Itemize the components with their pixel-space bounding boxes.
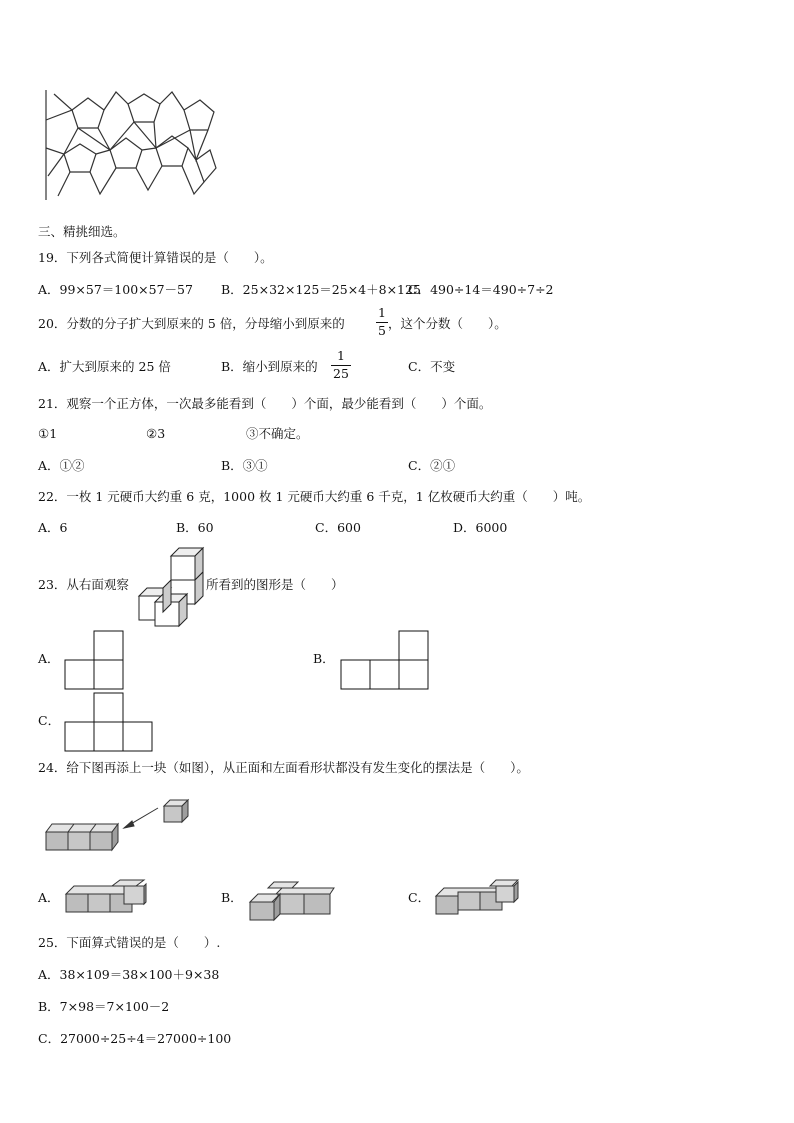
q25-option-c[interactable]: C．27000÷25÷4＝27000÷100 xyxy=(38,1031,232,1046)
q23-option-a-view[interactable] xyxy=(64,630,124,690)
q24-stem: 24．给下图再添上一块（如图），从正面和左面看形状都没有发生变化的摆法是（ ）。 xyxy=(38,760,529,775)
q22-stem: 22．一枚 1 元硬币大约重 6 克，1000 枚 1 元硬币大约重 6 千克，1 亿枚硬币大约重（ ）吨。 xyxy=(38,489,591,504)
q20-option-b-fraction-denominator: 25 xyxy=(333,365,349,381)
q21-choice-2: ②3 xyxy=(146,426,166,441)
q24-base-figure xyxy=(44,796,194,852)
q19-option-b[interactable]: B．25×32×125＝25×4＋8×125 xyxy=(221,282,421,297)
q21-stem: 21．观察一个正方体，一次最多能看到（ ）个面，最少能看到（ ）个面。 xyxy=(38,396,492,411)
q24-option-a-figure[interactable] xyxy=(64,878,148,914)
q22-option-d[interactable]: D．6000 xyxy=(453,520,508,535)
q21-choice-1: ①1 xyxy=(38,426,58,441)
q19-option-c[interactable]: C．490÷14＝490÷7÷2 xyxy=(408,282,554,297)
q25-option-b[interactable]: B．7×98＝7×100－2 xyxy=(38,999,170,1014)
q22-option-b[interactable]: B．60 xyxy=(176,520,214,535)
q23-option-a[interactable]: A． xyxy=(38,651,60,666)
q20-option-b[interactable]: B．缩小到原来的 xyxy=(221,359,318,374)
q22-option-c[interactable]: C．600 xyxy=(315,520,361,535)
q24-option-c-figure[interactable] xyxy=(434,878,520,916)
q21-choice-3: ③不确定。 xyxy=(246,426,309,441)
q24-option-a[interactable]: A． xyxy=(38,890,60,905)
q24-option-b[interactable]: B． xyxy=(221,890,243,905)
q23-stem-after: 所看到的图形是（ ） xyxy=(206,577,344,592)
section-title: 三、精挑细选。 xyxy=(38,224,126,239)
q23-option-b[interactable]: B． xyxy=(313,651,335,666)
q24-option-c[interactable]: C． xyxy=(408,890,431,905)
q23-option-c[interactable]: C． xyxy=(38,713,61,728)
q20-stem-after: ，这个分数（ ）。 xyxy=(388,316,507,331)
q20-stem-before: 20．分数的分子扩大到原来的 5 倍，分母缩小到原来的 xyxy=(38,316,345,331)
q21-option-a[interactable]: A．①② xyxy=(38,458,85,473)
q20-option-c[interactable]: C．不变 xyxy=(408,359,456,374)
q19-stem: 19．下列各式简便计算错误的是（ ）。 xyxy=(38,250,273,265)
q21-option-c[interactable]: C．②① xyxy=(408,458,456,473)
q23-cube-stack-figure xyxy=(137,548,207,626)
q20-option-a[interactable]: A．扩大到原来的 25 倍 xyxy=(38,359,171,374)
q25-stem: 25．下面算式错误的是（ ）. xyxy=(38,935,221,950)
q25-option-a[interactable]: A．38×109＝38×100＋9×38 xyxy=(38,967,220,982)
q23-option-b-view[interactable] xyxy=(340,630,430,690)
q20-stem-fraction xyxy=(376,307,388,337)
q23-option-c-view[interactable] xyxy=(64,692,154,752)
pentagon-star-tessellation xyxy=(44,90,216,200)
q20-stem-fraction-denominator: 5 xyxy=(378,322,386,338)
q20-option-b-fraction-numerator: 1 xyxy=(337,348,345,363)
q24-option-b-figure[interactable] xyxy=(248,880,336,920)
q20-option-b-fraction xyxy=(331,350,351,380)
q19-option-a[interactable]: A．99×57＝100×57－57 xyxy=(38,282,193,297)
q20-stem-fraction-numerator: 1 xyxy=(378,305,386,320)
q21-option-b[interactable]: B．③① xyxy=(221,458,268,473)
q22-option-a[interactable]: A．6 xyxy=(38,520,68,535)
q23-stem-before: 23．从右面观察 xyxy=(38,577,129,592)
